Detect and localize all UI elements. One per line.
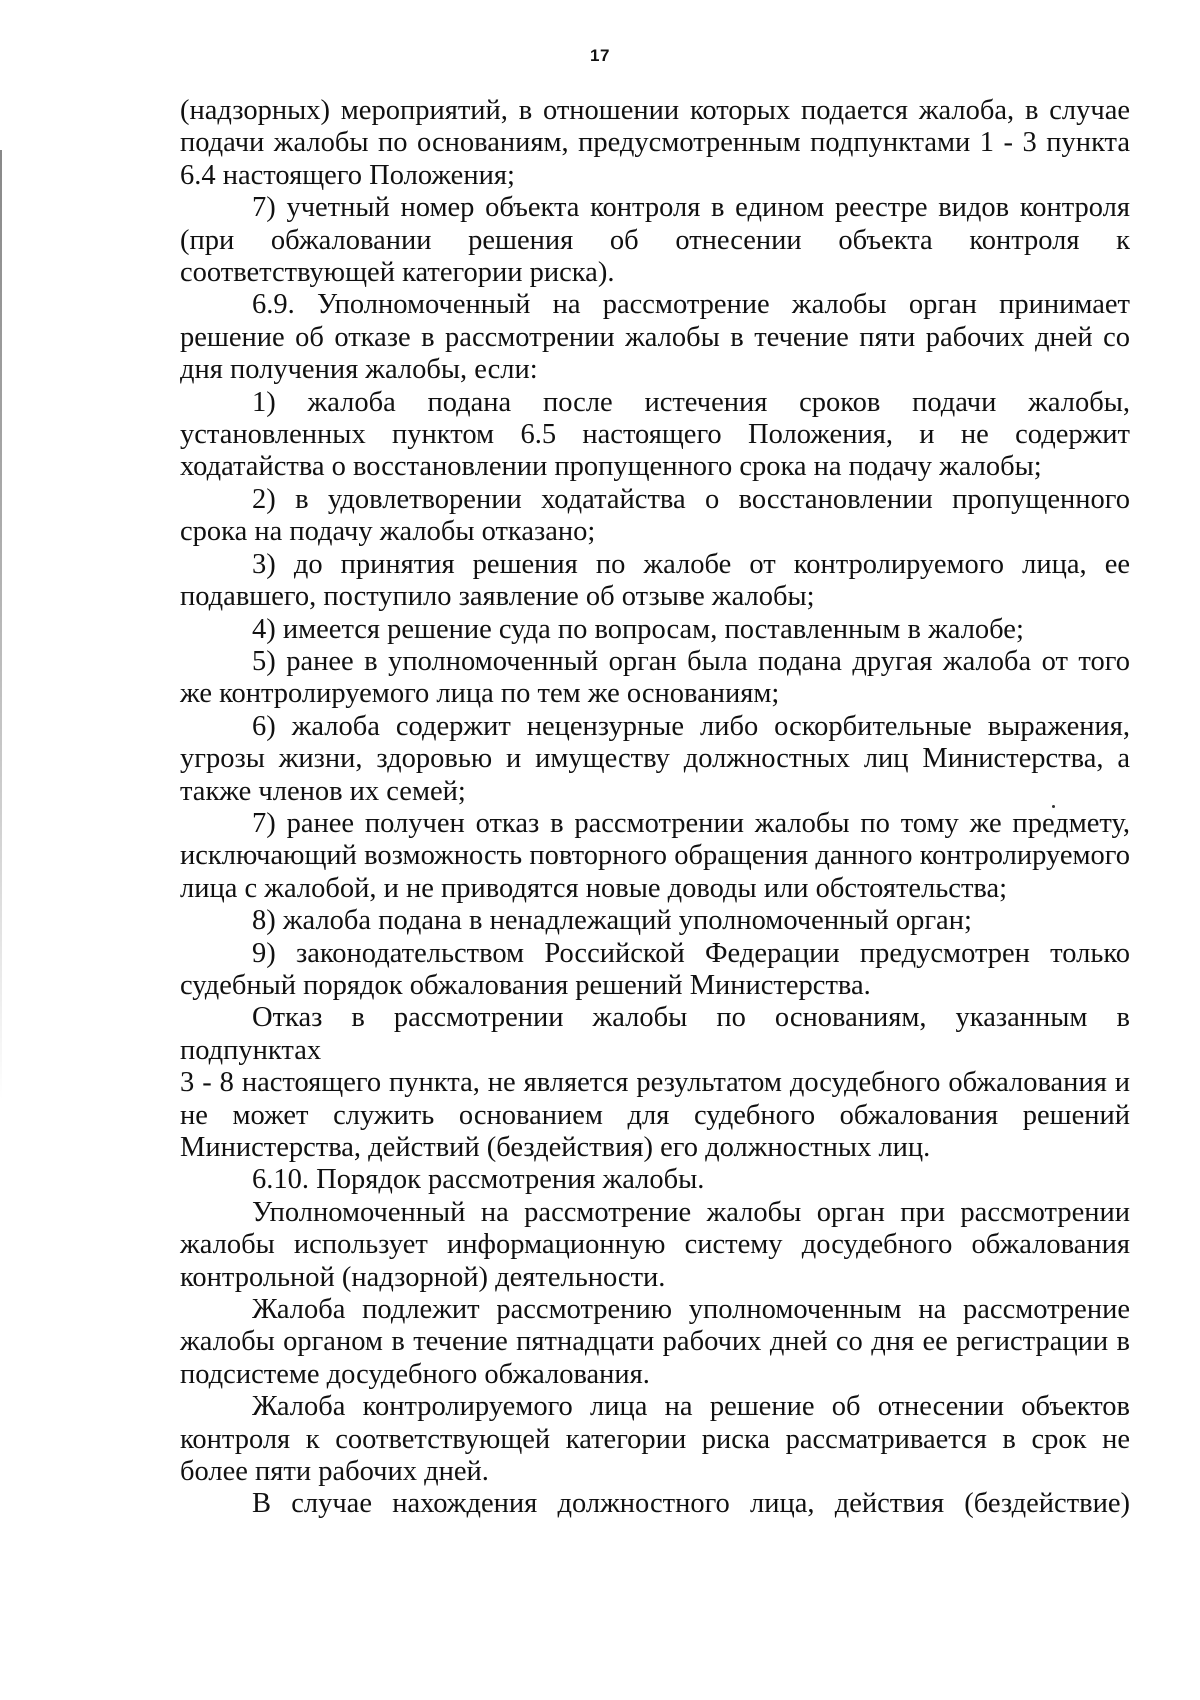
document-body: [180, 95, 1130, 1521]
list-item-4: 4) имеется решение суда по вопросам, поставленным в жалобе;: [252, 613, 1024, 645]
paragraph-item-7: 7) учетный номер объекта контроля в едином реестре видов контроля (при обжаловании решения об отнесении объекта контроля к соответствующей категории риска).: [180, 192, 1130, 289]
list-item-1: 1) жалоба подана после истечения сроков подачи жалобы, установленных пунктом 6.5 настоящего Положения, и не содержит ходатайства о восстановлении пропущенного срока на подачу жалобы;: [180, 386, 1130, 483]
paragraph-6-10: 6.10. Порядок рассмотрения жалобы.: [252, 1164, 705, 1196]
paragraph-continuation: (надзорных) мероприятий, в отношении которых подается жалоба, в случае подачи жалобы по основаниям, предусмотренным подпунктами 1 - 3 пункта 6.4 настоящего Положения;: [180, 95, 1130, 191]
paragraph-6-9: 6.9. Уполномоченный на рассмотрение жалобы орган принимает решение об отказе в рассмотрении жалобы в течение пяти рабочих дней со дня получения жалобы, если:: [180, 289, 1130, 386]
page-number: 17: [590, 46, 610, 65]
paragraph-review-term: Жалоба подлежит рассмотрению уполномоченным на рассмотрение жалобы органом в течение пятнадцати рабочих дней со дня ее регистрации в подсистеме досудебного обжалования.: [180, 1294, 1130, 1390]
paragraph-official-case: В случае нахождения должностного лица, действия (бездействие): [252, 1488, 1130, 1520]
list-item-7: 7) ранее получен отказ в рассмотрении жалобы по тому же предмету, исключающий возможность повторного обращения данного контролируемого лица с жалобой, и не приводятся новые доводы или обстоятельства;: [180, 807, 1130, 904]
paragraph-refusal-line-2: подпунктах: [180, 1034, 322, 1066]
list-item-8: 8) жалоба подана в ненадлежащий уполномоченный орган;: [252, 905, 972, 937]
paragraph-risk-category-term: Жалоба контролируемого лица на решение об отнесении объектов контроля к соответствующей категории риска рассматривается в срок не более пяти рабочих дней.: [180, 1391, 1130, 1488]
paragraph-information-system: Уполномоченный на рассмотрение жалобы орган при рассмотрении жалобы использует информационную систему досудебного обжалования контрольной (надзорной) деятельности.: [180, 1196, 1130, 1293]
list-item-3: 3) до принятия решения по жалобе от контролируемого лица, ее подавшего, поступило заявление об отзыве жалобы;: [180, 548, 1130, 613]
paragraph-refusal-line-3: 3 - 8 настоящего пункта, не является результатом досудебного обжалования и не может служить основанием для судебного обжалования решений Министерства, действий (бездействия) его должностных лиц.: [180, 1067, 1130, 1163]
list-item-2: 2) в удовлетворении ходатайства о восстановлении пропущенного срока на подачу жалобы отказано;: [180, 483, 1130, 548]
list-item-5: 5) ранее в уполномоченный орган была подана другая жалоба от того же контролируемого лица по тем же основаниям;: [180, 645, 1130, 710]
scan-margin-artifact: [0, 150, 2, 1100]
paragraph-refusal-line-1: Отказ в рассмотрении жалобы по основаниям, указанным в: [252, 1002, 1130, 1034]
list-item-6: 6) жалоба содержит нецензурные либо оскорбительные выражения, угрозы жизни, здоровью и имуществу должностных лиц Министерства, а также членов их семей;: [180, 710, 1130, 807]
list-item-9: 9) законодательством Российской Федерации предусмотрен только судебный порядок обжалования решений Министерства.: [180, 937, 1130, 1001]
